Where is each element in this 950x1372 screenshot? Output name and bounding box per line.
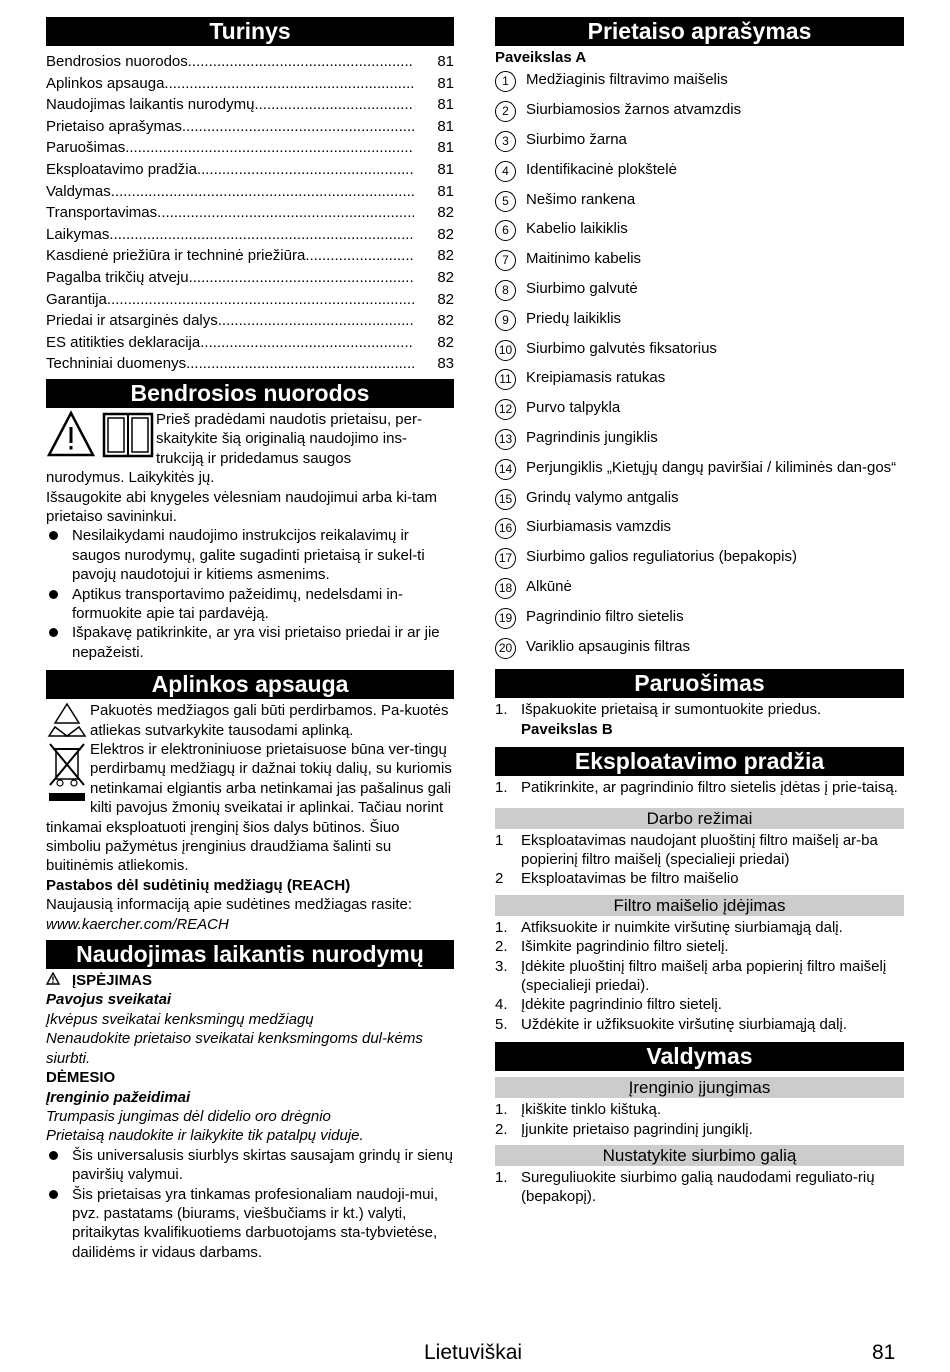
general-intro-line: Prieš pradėdami naudotis prietaisu, per-	[156, 410, 422, 428]
legend-item	[495, 336, 904, 366]
legend-item	[495, 187, 904, 217]
list-item	[495, 700, 904, 739]
toc-title: ES atitikties deklaracija	[46, 333, 201, 351]
use-bullets	[46, 1146, 454, 1262]
bullet-item: Nesilaikydami naudojimo instrukcijos reikalavimų ir saugos nurodymų, galite sugadinti prietaisą ir sukel-ti pavojų naudotojui ir kitiems asmenims.	[46, 526, 454, 584]
warning-line: Nenaudokite prietaiso sveikatai kenksmingoms dul-kėms siurbti.	[46, 1030, 423, 1067]
weee-text: Elektros ir elektroniniuose prietaisuose būna ver-tingų perdirbamų medžiagų ir dažnai tokių dalių, su kuriomis netinkamai elgiantis arba netinkamai jas pašalinus gali kilti pavojus žmonių sveikatai ir aplinkai. Tačiau norint tinkamai eksploatuoti įrenginį šios dalys būtinos. Šiuo simboliu pažymėtus įrenginius draudžiama šalinti su buitinėmis atliekomis.	[46, 741, 452, 875]
legend-item	[495, 485, 904, 515]
bag-subheading: Filtro maišelio įdėjimas	[495, 895, 904, 916]
legend-number: 8	[495, 280, 516, 301]
legend-number: 17	[495, 548, 516, 569]
figure-a-label: Paveikslas A	[495, 49, 587, 66]
toc-title: Kasdienė priežiūra ir techninė priežiūra	[46, 247, 306, 265]
step-number: 2	[495, 870, 504, 888]
bullet-item: Šis universalusis siurblys skirtas sausajam grindų ir sienų paviršių valymui.	[46, 1146, 454, 1185]
figure-b-label: Paveikslas B	[521, 720, 613, 738]
toc-title: Pagalba trikčių atveju	[46, 268, 189, 286]
toc-title: Valdymas	[46, 182, 111, 200]
toc-title: Priedai ir atsarginės dalys	[46, 312, 218, 330]
step-text: Eksploatavimas naudojant pluoštinį filtro maišelį ar-ba popierinį filtro maišelį (specialieji priedai)	[521, 831, 878, 868]
power-subheading: Nustatykite siurbimo galią	[495, 1145, 904, 1166]
toc-page-number: 81	[437, 182, 454, 200]
step-text: Įjunkite prietaiso pagrindinį jungiklį.	[521, 1120, 753, 1138]
general-bullets	[46, 526, 454, 662]
list-item	[495, 918, 904, 937]
legend-number: 18	[495, 578, 516, 599]
list-item	[495, 831, 904, 870]
warning-manual-icons	[46, 410, 156, 458]
step-number: 1.	[495, 779, 508, 797]
toc-dots	[305, 245, 414, 267]
step-number: 2.	[495, 938, 508, 956]
step-text: Uždėkite ir užfiksuokite viršutinę siurbiamąją dalį.	[521, 1015, 847, 1033]
toc-title: Bendrosios nuorodos	[46, 53, 188, 70]
legend-item	[495, 157, 904, 187]
toc-row	[46, 289, 454, 311]
legend-text: Siurbimo galvutės fiksatorius	[526, 339, 717, 357]
step-text: Įkiškite tinklo kištuką.	[521, 1101, 662, 1119]
list-item	[495, 995, 904, 1014]
step-number: 1.	[495, 1169, 508, 1187]
toc-page-number: 82	[437, 333, 454, 351]
device-legend	[495, 67, 904, 663]
legend-number: 10	[495, 340, 516, 361]
toc-dots	[111, 181, 414, 203]
legend-text: Siurbimo galios reguliatorius (bepakopis)	[526, 548, 797, 566]
toc-dots	[218, 310, 414, 332]
toc-dots	[188, 51, 414, 73]
modes-subheading: Darbo režimai	[495, 808, 904, 829]
start-heading: Eksploatavimo pradžia	[495, 747, 904, 776]
legend-number: 3	[495, 131, 516, 152]
on-steps	[495, 1100, 904, 1139]
toc-dots	[164, 73, 414, 95]
toc-dots	[107, 289, 414, 311]
step-text: Sureguliuokite siurbimo galią naudodami reguliato-rių (bepakopį).	[521, 1169, 875, 1206]
legend-number: 16	[495, 518, 516, 539]
caution-title: Įrenginio pažeidimai	[46, 1088, 191, 1106]
toc-title: Naudojimas laikantis nurodymų	[46, 96, 255, 114]
legend-item	[495, 634, 904, 664]
use-section	[46, 971, 454, 1262]
toc-dots	[125, 137, 414, 159]
caution-label: DĖMESIO	[46, 1069, 116, 1087]
toc-title: Prietaiso aprašymas	[46, 117, 182, 135]
legend-number: 13	[495, 429, 516, 450]
legend-item	[495, 574, 904, 604]
step-text: Išimkite pagrindinio filtro sietelį.	[521, 938, 729, 956]
legend-number: 20	[495, 638, 516, 659]
control-heading: Valdymas	[495, 1042, 904, 1071]
legend-text: Kabelio laikiklis	[526, 220, 628, 238]
desc-heading: Prietaiso aprašymas	[495, 17, 904, 46]
toc-page-number: 82	[437, 290, 454, 308]
step-number: 2.	[495, 1120, 508, 1138]
step-text: Įdėkite pagrindinio filtro sietelį.	[521, 996, 722, 1014]
list-item	[495, 1015, 904, 1034]
toc-row	[46, 137, 454, 159]
legend-text: Siurbiamosios žarnos atvamzdis	[526, 101, 742, 119]
legend-text: Identifikacinė plokštelė	[526, 160, 677, 178]
warning-label: ĮSPĖJIMAS	[72, 972, 153, 990]
on-subheading: Įrenginio įjungimas	[495, 1077, 904, 1098]
toc-title: Laikymas	[46, 225, 110, 243]
toc-dots	[254, 94, 414, 116]
reach-text: Naujausią informaciją apie sudėtines medžiagas rasite:	[46, 896, 413, 914]
legend-number: 14	[495, 459, 516, 480]
bullet-item: Šis prietaisas yra tinkamas profesionaliam naudoji-mui, pvz. pastatams (biurams, viešbučiams ir kt.) valyti, pritaikytas kvalifikuotiems darbuotojams sta-tybvietėse, dailidėms ir vidaus darbams.	[46, 1185, 454, 1263]
manual-book-icon	[104, 414, 152, 456]
warning-label-row	[46, 971, 454, 990]
legend-number: 2	[495, 101, 516, 122]
footer-language: Lietuviškai	[424, 1341, 523, 1364]
caution-line: Trumpasis jungimas dėl didelio oro drėgnio	[46, 1107, 331, 1125]
warning-line: Įkvėpus sveikatai kenksmingų medžiagų	[46, 1010, 314, 1028]
legend-text: Pagrindinio filtro sietelis	[526, 607, 684, 625]
table-of-contents	[46, 51, 454, 375]
legend-item	[495, 514, 904, 544]
legend-number: 9	[495, 310, 516, 331]
legend-text: Purvo talpykla	[526, 399, 621, 417]
step-number: 1.	[495, 1101, 508, 1119]
legend-number: 15	[495, 489, 516, 510]
general-keep: Išsaugokite abi knygeles vėlesniam naudojimui arba ki-tam prietaiso savininkui.	[46, 488, 438, 525]
legend-item	[495, 365, 904, 395]
toc-row	[46, 181, 454, 203]
weee-bin-icon	[46, 741, 90, 803]
legend-text: Siurbimo žarna	[526, 131, 627, 148]
power-steps	[495, 1168, 904, 1207]
toc-page-number: 82	[437, 225, 454, 243]
legend-number: 1	[495, 71, 516, 92]
toc-page-number: 81	[437, 74, 454, 92]
toc-row	[46, 245, 454, 267]
toc-dots	[197, 159, 414, 181]
general-heading: Bendrosios nuorodos	[46, 379, 454, 408]
bag-steps	[495, 918, 904, 1034]
toc-dots	[109, 224, 414, 246]
legend-item	[495, 246, 904, 276]
use-heading: Naudojimas laikantis nurodymų	[46, 940, 454, 969]
toc-page-number: 82	[437, 268, 454, 286]
toc-page-number: 81	[437, 53, 454, 70]
legend-number: 4	[495, 161, 516, 182]
legend-text: Kreipiamasis ratukas	[526, 369, 666, 387]
legend-text: Nešimo rankena	[526, 190, 636, 208]
step-number: 1.	[495, 918, 508, 936]
legend-text: Grindų valymo antgalis	[526, 488, 679, 506]
toc-row	[46, 116, 454, 138]
legend-item	[495, 276, 904, 306]
step-text: Atfiksuokite ir nuimkite viršutinę siurbiamąją dalį.	[521, 918, 843, 936]
legend-text: Siurbiamasis vamzdis	[526, 518, 672, 536]
caution-line: Prietaisą naudokite ir laikykite tik patalpų viduje.	[46, 1127, 364, 1145]
step-number: 1.	[495, 701, 508, 719]
step-number: 4.	[495, 996, 508, 1014]
legend-text: Siurbimo galvutė	[526, 279, 638, 297]
legend-number: 5	[495, 191, 516, 212]
step-number: 3.	[495, 957, 508, 975]
legend-item	[495, 425, 904, 455]
bullet-item: Išpakavę patikrinkite, ar yra visi prietaiso priedai ir ar jie nepažeisti.	[46, 623, 454, 662]
legend-text: Medžiaginis filtravimo maišelis	[526, 71, 728, 89]
step-text-main: Išpakuokite prietaisą ir sumontuokite priedus.	[521, 701, 822, 719]
toc-row	[46, 224, 454, 246]
legend-number: 6	[495, 220, 516, 241]
toc-page-number: 82	[437, 204, 454, 222]
bullet-item: Aptikus transportavimo pažeidimų, nedelsdami in-formuokite apie tai pardavėją.	[46, 585, 454, 624]
toc-row	[46, 267, 454, 289]
step-text: Įdėkite pluoštinį filtro maišelį arba popierinį filtro maišelį (specialieji priedai).	[521, 957, 887, 994]
toc-page-number: 81	[437, 139, 454, 157]
toc-page-number: 82	[437, 247, 454, 265]
legend-text: Pagrindinis jungiklis	[526, 428, 658, 446]
toc-dots	[157, 202, 414, 224]
recycle-text: Pakuotės medžiagos gali būti perdirbamos. Pa-kuotės atliekas sutvarkykite tausodami aplinką.	[90, 702, 449, 739]
legend-text: Perjungiklis „Kietųjų dangų paviršiai / kiliminės dan-gos“	[526, 458, 897, 476]
legend-item	[495, 97, 904, 127]
legend-item	[495, 544, 904, 574]
legend-text: Variklio apsauginis filtras	[526, 637, 690, 655]
list-item	[495, 937, 904, 956]
legend-number: 11	[495, 369, 516, 390]
list-item	[495, 957, 904, 996]
toc-title: Paruošimas	[46, 139, 126, 157]
general-section	[46, 410, 454, 662]
step-number: 1	[495, 831, 504, 849]
toc-row	[46, 159, 454, 181]
legend-item	[495, 455, 904, 485]
legend-number: 7	[495, 250, 516, 271]
step-text	[521, 700, 821, 739]
start-steps	[495, 778, 904, 797]
list-item	[495, 1100, 904, 1119]
legend-text: Alkūnė	[526, 577, 572, 595]
toc-page-number: 82	[437, 312, 454, 330]
list-item	[495, 1168, 904, 1207]
legend-number: 12	[495, 399, 516, 420]
toc-title: Techniniai duomenys	[46, 355, 187, 373]
toc-row	[46, 202, 454, 224]
legend-item	[495, 395, 904, 425]
legend-item	[495, 216, 904, 246]
toc-row	[46, 94, 454, 116]
footer-page-number: 81	[872, 1341, 896, 1364]
step-text: Patikrinkite, ar pagrindinio filtro sietelis įdėtas į prie-taisą.	[521, 779, 898, 797]
prep-steps	[495, 700, 904, 739]
toc-page-number: 81	[437, 117, 454, 135]
step-text: Eksploatavimas be filtro maišelio	[521, 870, 739, 888]
recycle-icon	[46, 701, 90, 741]
toc-heading: Turinys	[46, 17, 454, 46]
toc-dots	[186, 353, 414, 375]
toc-page-number: 83	[437, 355, 454, 373]
toc-row	[46, 353, 454, 375]
modes-list	[495, 831, 904, 889]
warning-title: Pavojus sveikatai	[46, 991, 172, 1009]
toc-page-number: 81	[437, 160, 454, 178]
general-intro-cont: nurodymus. Laikykitės jų.	[46, 469, 215, 487]
reach-title: Pastabos dėl sudėtinių medžiagų (REACH)	[46, 876, 351, 894]
legend-item	[495, 306, 904, 336]
toc-dots	[189, 267, 414, 289]
env-heading: Aplinkos apsauga	[46, 670, 454, 699]
toc-row	[46, 310, 454, 332]
toc-dots	[182, 116, 414, 138]
list-item	[495, 869, 904, 888]
prep-heading: Paruošimas	[495, 669, 904, 698]
toc-dots	[200, 332, 414, 354]
env-section	[46, 701, 454, 934]
legend-item	[495, 67, 904, 97]
toc-row	[46, 73, 454, 95]
legend-item	[495, 604, 904, 634]
warning-triangle-icon	[46, 971, 72, 990]
legend-text: Maitinimo kabelis	[526, 250, 642, 268]
legend-text: Priedų laikiklis	[526, 309, 622, 327]
toc-title: Transportavimas	[46, 204, 158, 222]
right-column	[495, 17, 904, 1207]
general-intro-line: skaitykite šią originalią naudojimo ins-	[156, 430, 407, 448]
step-number: 5.	[495, 1015, 508, 1033]
general-intro-line: trukciją ir pridedamus saugos	[156, 449, 352, 467]
toc-title: Garantija	[46, 290, 107, 308]
toc-page-number: 81	[437, 96, 454, 114]
legend-number: 19	[495, 608, 516, 629]
toc-row	[46, 332, 454, 354]
left-column	[46, 17, 454, 1262]
toc-title: Aplinkos apsauga	[46, 74, 165, 92]
warning-triangle-icon	[46, 410, 156, 460]
list-item	[495, 1120, 904, 1139]
list-item	[495, 778, 904, 797]
toc-row	[46, 51, 454, 73]
reach-url: www.kaercher.com/REACH	[46, 915, 229, 933]
legend-item	[495, 127, 904, 157]
toc-title: Eksploatavimo pradžia	[46, 160, 197, 178]
